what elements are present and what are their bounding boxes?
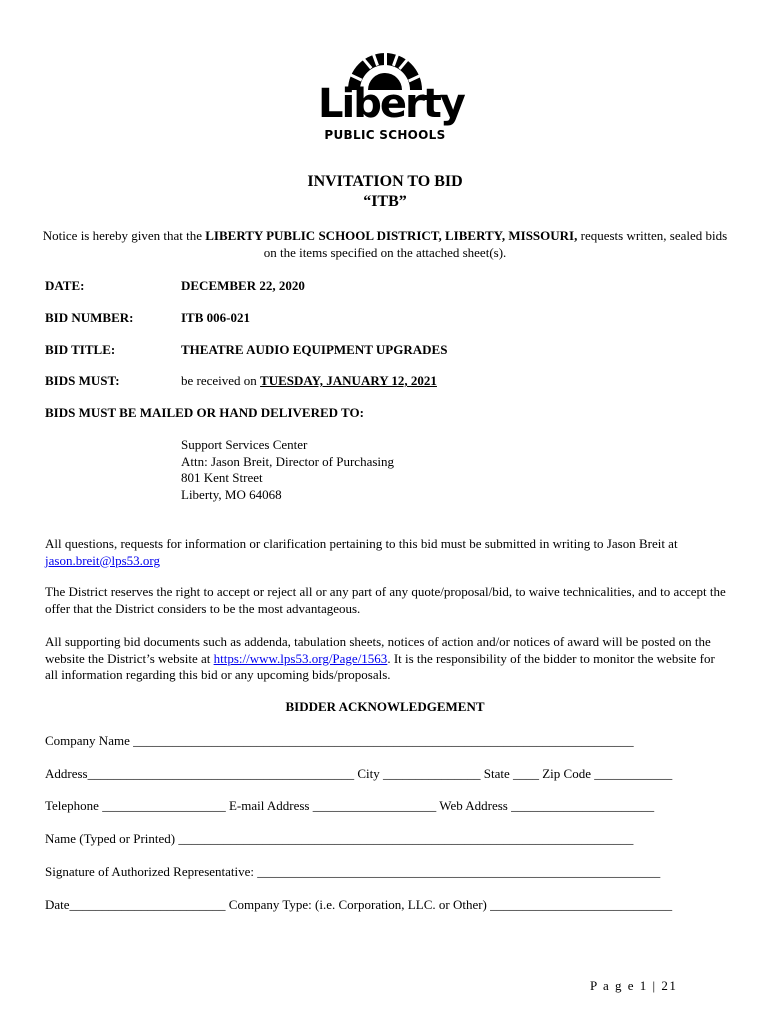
- bid-title-label: BID TITLE:: [45, 342, 116, 357]
- printed-name-field: Name (Typed or Printed) ______________________________________________________________________: [45, 831, 634, 846]
- address-field: Address_________________________________________ City _______________ State ____ Zip Code ____________: [45, 766, 673, 781]
- address-line: 801 Kent Street: [181, 470, 263, 485]
- questions-text: All questions, requests for information or clarification pertaining to this bid must be submitted in writing to Jason Breit at: [45, 536, 678, 551]
- documents-paragraph: [45, 634, 730, 684]
- bid-number-value: ITB 006-021: [181, 310, 250, 325]
- due-date: TUESDAY, JANUARY 12, 2021: [260, 373, 437, 388]
- company-name-field: Company Name _____________________________________________________________________________: [45, 733, 634, 748]
- bids-must-prefix: be received on: [181, 373, 261, 388]
- address-line: Support Services Center: [181, 437, 308, 452]
- acknowledgement-title: BIDDER ACKNOWLEDGEMENT: [285, 699, 485, 714]
- contact-email-link[interactable]: jason.breit@lps53.org: [45, 552, 161, 568]
- documents-text-end: . It is the responsibility of the bidder to monitor the website for all information regarding this bid or any upcoming bids/proposals.: [45, 650, 715, 682]
- website-link[interactable]: https://www.lps53.org/Page/1563: [213, 650, 388, 666]
- documents-text-start: All supporting bid documents such as addenda, tabulation sheets, notices of action and/or notices of award will be posted on the website the District’s website at: [45, 634, 711, 666]
- questions-paragraph: [45, 536, 730, 569]
- logo-subtitle: PUBLIC SCHOOLS: [324, 128, 446, 142]
- bids-must-label: BIDS MUST:: [45, 373, 120, 388]
- telephone-field: Telephone ___________________ E-mail Address ___________________ Web Address ______________________: [45, 798, 655, 813]
- bid-title-value: THEATRE AUDIO EQUIPMENT UPGRADES: [181, 342, 448, 357]
- address-line: Attn: Jason Breit, Director of Purchasing: [181, 453, 395, 469]
- logo-wordmark: Liberty: [318, 81, 464, 127]
- bids-must-value: [181, 373, 437, 390]
- address-line: Liberty, MO 64068: [181, 486, 282, 502]
- date-value: DECEMBER 22, 2020: [181, 278, 305, 293]
- document-title: INVITATION TO BID: [307, 173, 463, 190]
- date-label: DATE:: [45, 278, 85, 293]
- notice-text-start: Notice is hereby given that the: [42, 228, 206, 243]
- liberty-logo: [318, 42, 464, 146]
- bid-number-label: BID NUMBER:: [45, 310, 134, 325]
- signature-field: Signature of Authorized Representative: ______________________________________________________________: [45, 864, 661, 879]
- reserve-paragraph: The District reserves the right to accept or reject all or any part of any quote/proposal/bid, to waive technicalities, and to accept the offer that the District considers to be the most advantageous.: [45, 584, 726, 616]
- delivery-address: [181, 437, 394, 503]
- date-company-type-field: Date________________________ Company Type: (i.e. Corporation, LLC. or Other) ____________________________: [45, 897, 673, 912]
- document-subtitle: “ITB”: [363, 193, 407, 210]
- delivery-heading: BIDS MUST BE MAILED OR HAND DELIVERED TO:: [45, 405, 364, 420]
- notice-text-end: requests written, sealed bids on the items specified on the attached sheet(s).: [263, 228, 728, 260]
- district-name: LIBERTY PUBLIC SCHOOL DISTRICT, LIBERTY, MISSOURI,: [205, 228, 578, 243]
- page-number: P a g e 1 | 21: [590, 978, 678, 993]
- notice-paragraph: [40, 228, 730, 261]
